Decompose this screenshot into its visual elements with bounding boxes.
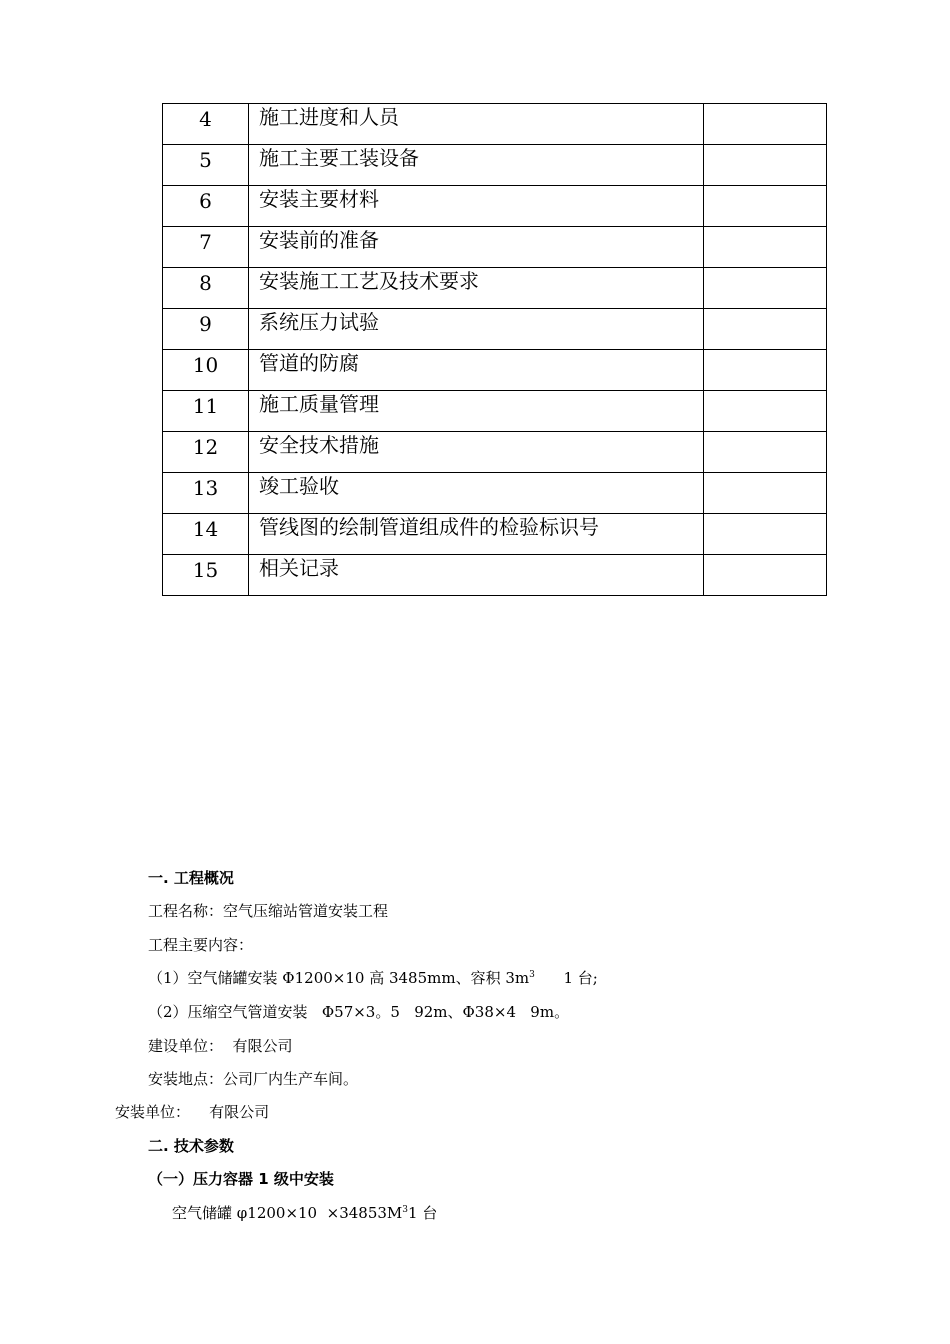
section-2-subheading: （一）压力容器 1 级中安装 bbox=[148, 1170, 334, 1188]
row-number: 9 bbox=[163, 309, 249, 350]
table-row bbox=[163, 555, 827, 596]
row-number: 5 bbox=[163, 145, 249, 186]
row-title: 安装主要材料 bbox=[249, 186, 704, 227]
row-page-cell bbox=[704, 186, 827, 227]
content-item-1-text: （1）空气储罐安装 Φ1200×10 高 3485mm、容积 3m bbox=[148, 969, 530, 987]
content-item-1 bbox=[148, 968, 598, 988]
tank-spec bbox=[172, 1203, 437, 1223]
row-number: 14 bbox=[163, 514, 249, 555]
content-item-1-tail: 1 台; bbox=[534, 969, 598, 987]
row-number: 4 bbox=[163, 104, 249, 145]
row-page-cell bbox=[704, 268, 827, 309]
row-number: 7 bbox=[163, 227, 249, 268]
row-number: 15 bbox=[163, 555, 249, 596]
row-number: 6 bbox=[163, 186, 249, 227]
row-page-cell bbox=[704, 145, 827, 186]
row-page-cell bbox=[704, 391, 827, 432]
row-page-cell bbox=[704, 350, 827, 391]
table-row bbox=[163, 104, 827, 145]
main-content-label: 工程主要内容： bbox=[148, 936, 254, 954]
builder-unit: 建设单位： 有限公司 bbox=[148, 1037, 293, 1055]
table-row bbox=[163, 145, 827, 186]
row-title: 施工进度和人员 bbox=[249, 104, 704, 145]
row-title: 安装前的准备 bbox=[249, 227, 704, 268]
tank-spec-text: 空气储罐 φ1200×10 ×34853M bbox=[172, 1204, 403, 1222]
table-row bbox=[163, 309, 827, 350]
row-page-cell bbox=[704, 432, 827, 473]
row-page-cell bbox=[704, 555, 827, 596]
row-page-cell bbox=[704, 514, 827, 555]
table-row bbox=[163, 473, 827, 514]
row-title: 管道的防腐 bbox=[249, 350, 704, 391]
table-row bbox=[163, 350, 827, 391]
content-item-2: （2）压缩空气管道安装 Φ57×3。5 92m、Φ38×4 9m。 bbox=[148, 1003, 570, 1021]
content-item-1-sup: 3 bbox=[529, 970, 535, 980]
row-page-cell bbox=[704, 104, 827, 145]
contents-table bbox=[162, 103, 827, 596]
row-title: 安全技术措施 bbox=[249, 432, 704, 473]
table-row bbox=[163, 186, 827, 227]
row-page-cell bbox=[704, 309, 827, 350]
row-number: 8 bbox=[163, 268, 249, 309]
row-title: 管线图的绘制管道组成件的检验标识号 bbox=[249, 514, 704, 555]
table-row bbox=[163, 268, 827, 309]
row-page-cell bbox=[704, 473, 827, 514]
row-title: 系统压力试验 bbox=[249, 309, 704, 350]
contents-table-body bbox=[163, 104, 827, 596]
table-row bbox=[163, 391, 827, 432]
row-title: 施工质量管理 bbox=[249, 391, 704, 432]
row-title: 施工主要工装设备 bbox=[249, 145, 704, 186]
row-title: 相关记录 bbox=[249, 555, 704, 596]
table-row bbox=[163, 432, 827, 473]
table-row bbox=[163, 227, 827, 268]
tank-spec-sup: 3 bbox=[402, 1205, 409, 1215]
row-number: 12 bbox=[163, 432, 249, 473]
section-2-heading: 二. 技术参数 bbox=[148, 1137, 234, 1155]
row-title: 安装施工工艺及技术要求 bbox=[249, 268, 704, 309]
row-page-cell bbox=[704, 227, 827, 268]
row-title: 竣工验收 bbox=[249, 473, 704, 514]
install-location: 安装地点：公司厂内生产车间。 bbox=[148, 1070, 359, 1088]
installer-unit: 安装单位： 有限公司 bbox=[115, 1103, 270, 1121]
project-name: 工程名称：空气压缩站管道安装工程 bbox=[148, 902, 389, 920]
tank-spec-tail: 1 台 bbox=[408, 1204, 438, 1222]
row-number: 11 bbox=[163, 391, 249, 432]
row-number: 13 bbox=[163, 473, 249, 514]
section-1-heading: 一. 工程概况 bbox=[148, 869, 234, 887]
row-number: 10 bbox=[163, 350, 249, 391]
table-row bbox=[163, 514, 827, 555]
